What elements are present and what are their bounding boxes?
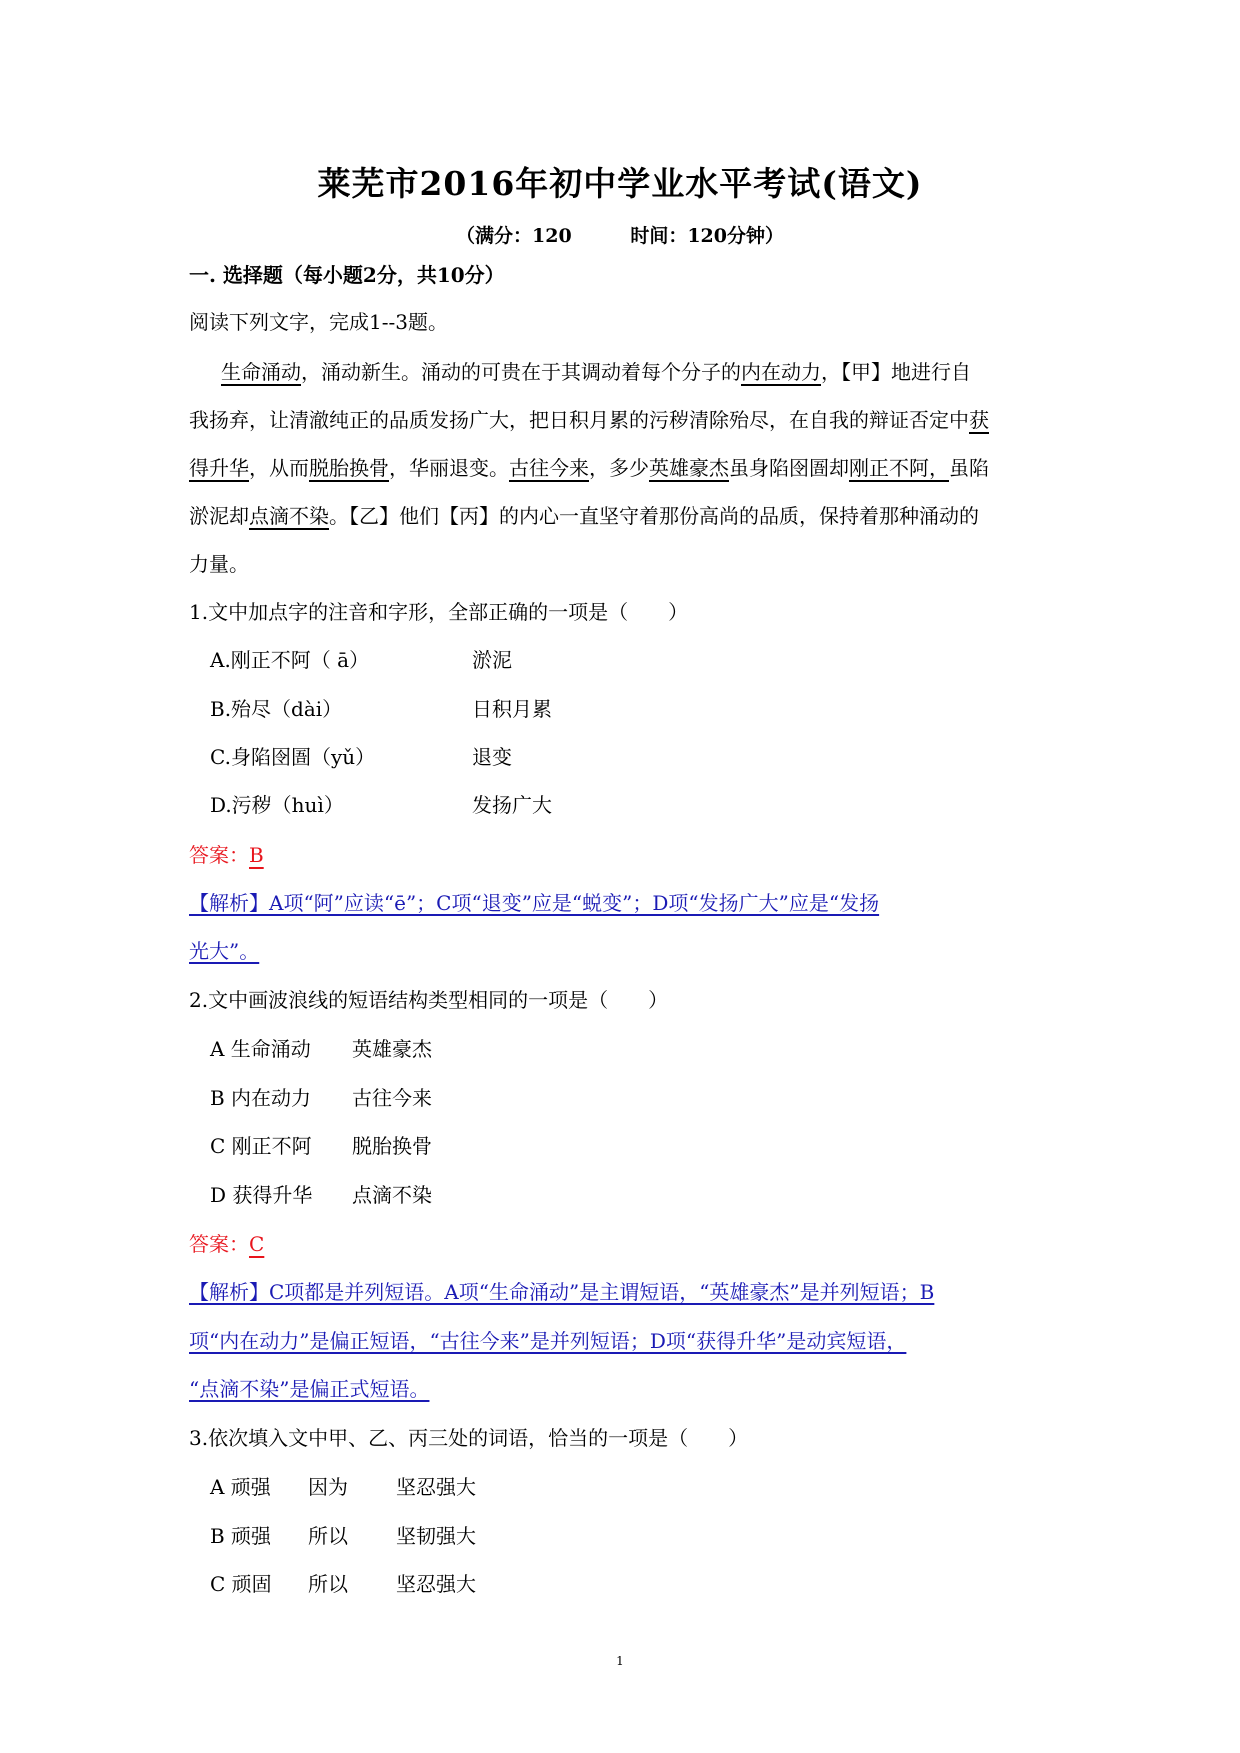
q1-option-a-word: 淤泥 (472, 648, 512, 672)
page-number: 1 (616, 1654, 624, 1668)
q2-analysis-line-2: 项“内在动力”是偏正短语，“古往今来”是并列短语；D项“获得升华”是动宾短语， (189, 1329, 907, 1353)
q3-option-b-word-3: 坚韧强大 (396, 1524, 476, 1548)
q3-option-c: C 顽固 (210, 1572, 272, 1596)
q3-option-a-word-3: 坚忍强大 (396, 1475, 476, 1499)
q2-option-d: D 获得升华 (210, 1183, 313, 1207)
q2-option-c-word: 脱胎换骨 (352, 1134, 432, 1158)
q2-option-a-word: 英雄豪杰 (352, 1037, 432, 1061)
q1-answer: 答案：B (189, 843, 264, 867)
passage-line-1: 生命涌动，涌动新生。涌动的可贵在于其调动着每个分子的内在动力，【甲】地进行自 (221, 360, 971, 384)
q2-option-c: C 刚正不阿 (210, 1134, 312, 1158)
document-title: 莱芜市2016年初中学业水平考试(语文) (317, 164, 923, 203)
q1-option-d-word: 发扬广大 (472, 793, 552, 817)
q2-analysis-line-1: 【解析】C项都是并列短语。A项“生命涌动”是主谓短语，“英雄豪杰”是并列短语；B (189, 1280, 935, 1304)
exam-info (0, 221, 1240, 248)
passage-line-2: 我扬弃，让清澈纯正的品质发扬广大，把日积月累的污秽清除殆尽，在自我的辩证否定中获 (189, 408, 989, 432)
q2-option-b-word: 古往今来 (352, 1086, 432, 1110)
q2-option-b: B 内在动力 (210, 1086, 312, 1110)
passage-line-4: 淤泥却点滴不染。【乙】他们【丙】的内心一直坚守着那份高尚的品质，保持着那种涌动的 (189, 504, 979, 528)
q2-answer: 答案：C (189, 1232, 265, 1256)
q2-analysis-line-3: “点滴不染”是偏正式短语。 (189, 1377, 430, 1401)
section-instruction: 阅读下列文字，完成1--3题。 (189, 310, 448, 334)
q3-option-a: A 顽强 (210, 1475, 271, 1499)
section-heading: 一. 选择题（每小题2分，共10分） (189, 263, 505, 287)
q2-option-d-word: 点滴不染 (352, 1183, 432, 1207)
question-3-stem: 3.依次填入文中甲、乙、丙三处的词语，恰当的一项是（ ） (189, 1426, 749, 1450)
q3-option-b: B 顽强 (210, 1524, 272, 1548)
full-score: （满分：120 (456, 225, 572, 247)
q3-option-b-word-2: 所以 (308, 1524, 348, 1548)
q3-option-c-word-2: 所以 (308, 1572, 348, 1596)
question-1-stem: 1.文中加点字的注音和字形，全部正确的一项是（ ） (189, 600, 689, 624)
exam-time: 时间：120分钟） (630, 225, 784, 247)
q1-option-c: C.身陷囹圄（yǔ） (210, 745, 376, 769)
q2-option-a: A 生命涌动 (210, 1037, 311, 1061)
q3-option-c-word-3: 坚忍强大 (396, 1572, 476, 1596)
q1-option-b: B.殆尽（dài） (210, 697, 343, 721)
q1-option-d: D.污秽（huì） (210, 793, 344, 817)
q1-analysis-line-1: 【解析】A项“阿”应读“ē”；C项“退变”应是“蜕变”；D项“发扬广大”应是“发扬 (189, 891, 880, 915)
passage-line-3: 得升华，从而脱胎换骨，华丽退变。古往今来，多少英雄豪杰虽身陷囹圄却刚正不阿，虽陷 (189, 456, 989, 480)
q1-option-a: A.刚正不阿（ ā） (210, 648, 370, 672)
question-2-stem: 2.文中画波浪线的短语结构类型相同的一项是（ ） (189, 988, 669, 1012)
q3-option-a-word-2: 因为 (308, 1475, 348, 1499)
q1-option-c-word: 退变 (472, 745, 512, 769)
passage-line-5: 力量。 (189, 552, 249, 576)
q1-option-b-word: 日积月累 (472, 697, 552, 721)
q1-analysis-line-2: 光大”。 (189, 939, 260, 963)
